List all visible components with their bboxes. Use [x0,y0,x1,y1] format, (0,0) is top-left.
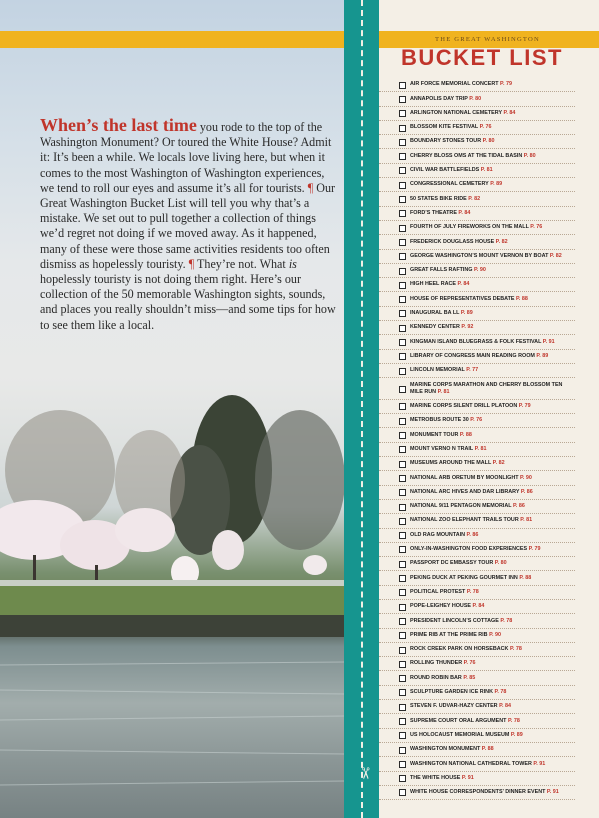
list-item-name: 50 STATES BIKE RIDE [410,195,467,202]
list-item-name: AIR FORCE MEMORIAL CONCERT [410,81,499,88]
list-item-page: P. 79 [528,546,541,553]
list-item [379,643,575,657]
checkbox-icon[interactable] [399,196,406,203]
list-item [379,428,575,442]
checkbox-icon[interactable] [399,96,406,103]
list-item [379,207,575,221]
list-item [379,250,575,264]
grass [0,586,345,616]
bucket-list-kicker: THE GREAT WASHINGTON [435,36,540,43]
list-item-page: P. 88 [481,746,494,753]
list-item [379,514,575,528]
list-item-text [410,775,575,782]
list-item-name: POLITICAL PROTEST [410,588,466,595]
checkbox-icon[interactable] [399,461,406,468]
list-item-text [410,575,575,582]
checkbox-icon[interactable] [399,475,406,482]
list-item-text [410,532,575,539]
list-item-name: PRESIDENT LINCOLN’S COTTAGE [410,617,499,624]
list-item-page: P. 86 [466,531,479,538]
list-item [379,164,575,178]
checkbox-icon[interactable] [399,546,406,553]
checkbox-icon[interactable] [399,604,406,611]
checkbox-icon[interactable] [399,618,406,625]
checkbox-icon[interactable] [399,353,406,360]
list-item-name: SCULPTURE GARDEN ICE RINK [410,689,493,696]
list-item-page: P. 78 [466,588,479,595]
checkbox-icon[interactable] [399,675,406,682]
list-item [379,178,575,192]
list-item [379,292,575,306]
list-item-name: PASSPORT DC EMBASSY TOUR [410,560,494,567]
list-item-page: P. 78 [494,689,507,696]
list-item-name: POPE-LEIGHEY HOUSE [410,603,472,610]
list-item-text [410,138,575,145]
list-item-page: P. 90 [474,267,486,274]
checkbox-icon[interactable] [399,747,406,754]
list-item [379,629,575,643]
checkbox-icon[interactable] [399,167,406,174]
list-item-page: P. 78 [509,646,522,653]
list-item-name: STEVEN F. UDVAR-HAZY CENTER [410,703,498,710]
list-item-text [410,503,575,510]
checkbox-icon[interactable] [399,432,406,439]
list-item [379,149,575,163]
intro-body-3: They’re not. What [194,256,289,271]
list-item-page: P. 86 [512,503,525,510]
checkbox-icon[interactable] [399,325,406,332]
list-item [379,586,575,600]
list-item-page: P. 82 [495,238,508,245]
checkbox-icon[interactable] [399,632,406,639]
checkbox-icon[interactable] [399,153,406,160]
list-item-text [410,110,575,117]
list-item-page: P. 80 [523,152,536,159]
list-item-name: NATIONAL 9/11 PENTAGON MEMORIAL [410,503,512,510]
checkbox-icon[interactable] [399,589,406,596]
checkbox-icon[interactable] [399,446,406,453]
checkbox-icon[interactable] [399,386,406,393]
list-item-page: P. 90 [489,631,501,638]
checkbox-icon[interactable] [399,110,406,117]
list-item-text [410,517,575,524]
list-item [379,107,575,121]
list-item-page: P. 88 [516,295,528,302]
bucket-list [379,78,575,800]
list-item [379,414,575,428]
checkbox-icon[interactable] [399,253,406,260]
list-item-name: WASHINGTON NATIONAL CATHEDRAL TOWER [410,760,532,767]
list-item-text [410,353,575,360]
dashed-cut-line [361,0,363,818]
checkbox-icon[interactable] [399,182,406,189]
list-item-name: METROBUS ROUTE 30 [410,417,469,424]
list-item-page: P. 76 [470,417,483,424]
list-item-text [410,296,575,303]
checkbox-icon[interactable] [399,689,406,696]
checkbox-icon[interactable] [399,489,406,496]
pilcrow-1: ¶ [307,180,314,195]
checkbox-icon[interactable] [399,310,406,317]
checkbox-icon[interactable] [399,403,406,410]
list-item-name: ROCK CREEK PARK ON HORSEBACK [410,646,509,653]
list-item-text [410,324,575,331]
checkbox-icon[interactable] [399,789,406,796]
list-item-text [410,446,575,453]
checkbox-icon[interactable] [399,225,406,232]
path [0,580,345,586]
list-item-name: PEKING DUCK AT PEKING GOURMET INN [410,574,518,581]
list-item-page: P. 81 [437,388,450,395]
list-item-text [410,718,575,725]
list-item [379,192,575,206]
list-item-text [410,660,575,667]
list-item-text [410,339,575,346]
list-item [379,743,575,757]
list-item-name: PRIME RIB AT THE PRIME RIB [410,631,488,638]
list-item-page: P. 84 [457,281,470,288]
list-item [379,729,575,743]
list-item [379,557,575,571]
list-item [379,135,575,149]
list-item-name: NATIONAL ZOO ELEPHANT TRAILS TOUR [410,517,519,524]
bucket-list-panel [379,0,599,818]
checkbox-icon[interactable] [399,532,406,539]
list-item-page: P. 89 [510,731,523,738]
list-item [379,471,575,485]
list-item [379,772,575,786]
list-item [379,221,575,235]
list-item-name: MARINE CORPS MARATHON AND CHERRY BLOSSOM TEN MILE RUN [410,381,563,395]
list-item-text [410,367,575,374]
intro-body-2: Our Great Washington Bucket List will tell you why that’s a mistake. We set out to pull together a collection of things we’d regret not doing if we moved away. As it happened, many of these were those same activities residents too often dismiss as hopelessly touristy. [40,180,336,271]
checkbox-icon[interactable] [399,339,406,346]
list-item-text [410,239,575,246]
list-item-name: FOURTH OF JULY FIREWORKS ON THE MALL [410,224,529,231]
list-item [379,614,575,628]
seawall [0,615,345,637]
checkbox-icon[interactable] [399,504,406,511]
list-item-page: P. 90 [520,474,532,481]
list-item-text [410,432,575,439]
list-item-name: ONLY-IN-WASHINGTON FOOD EXPERIENCES [410,546,528,553]
list-item-text [410,310,575,317]
list-item [379,400,575,414]
list-item-page: P. 89 [490,181,503,188]
list-item-text [410,224,575,231]
list-item-name: WHITE HOUSE CORRESPONDENTS’ DINNER EVENT [410,789,546,796]
water-reflection [0,662,345,785]
checkbox-icon[interactable] [399,282,406,289]
list-item-page: P. 84 [503,109,516,116]
list-item-page: P. 92 [461,324,474,331]
list-item-page: P. 76 [530,224,543,231]
list-item-name: FORD’S THEATRE [410,209,457,216]
list-item-name: HIGH HEEL RACE [410,281,457,288]
list-item [379,350,575,364]
list-item [379,78,575,92]
list-item-text [410,603,575,610]
list-item-page: P. 84 [499,703,511,710]
list-item-text [410,281,575,288]
intro-body-4: hopelessly touristy is not doing them right. Here’s our collection of the 50 memorable Washington sights, sounds, and places you really shouldn’t miss—and some tips for how to see them like a local. [40,272,336,332]
list-item-page: P. 80 [469,95,482,102]
list-item-name: US HOLOCAUST MEMORIAL MUSEUM [410,731,510,738]
list-item-page: P. 79 [518,403,531,410]
list-item [379,278,575,292]
checkbox-icon[interactable] [399,239,406,246]
list-item-text [410,632,575,639]
intro-body-1: you rode to the top of the Washington Monument? Or toured the White House? Admit it: It’s been a while. We locals love living here, but when it comes to the most Washington of Washington experiences, we tend to roll our eyes and assume it’s all for tourists. [40,120,332,195]
list-item-text [410,618,575,625]
list-item-text [410,96,575,103]
list-item-page: P. 89 [460,310,473,316]
list-item [379,757,575,771]
list-item [379,686,575,700]
list-item [379,121,575,135]
checkbox-icon[interactable] [399,775,406,782]
list-item-text [410,560,575,567]
checkbox-icon[interactable] [399,296,406,303]
list-item-name: THE WHITE HOUSE [410,774,461,781]
checkbox-icon[interactable] [399,210,406,217]
list-item-page: P. 82 [468,195,481,202]
bucket-list-title: BUCKET LIST [401,45,563,70]
checkbox-icon[interactable] [399,732,406,739]
list-item-page: P. 91 [533,760,546,767]
list-item-page: P. 76 [479,124,492,131]
list-item [379,321,575,335]
list-item-text [410,789,575,796]
list-item-name: KENNEDY CENTER [410,324,460,331]
checkbox-icon[interactable] [399,518,406,525]
list-item-text [410,267,575,274]
list-item-page: P. 86 [520,488,533,495]
list-item-name: BLOSSOM KITE FESTIVAL [410,124,479,131]
checkbox-icon[interactable] [399,418,406,425]
list-item [379,714,575,728]
list-item-text [410,153,575,160]
list-item-page: P. 81 [520,517,533,524]
checkbox-icon[interactable] [399,125,406,132]
scissors-icon: ✂ [356,766,376,781]
list-item-name: SUPREME COURT ORAL ARGUMENT [410,717,507,724]
list-item-page: P. 89 [536,352,549,359]
list-item-text [410,403,575,410]
list-item-text [410,253,575,260]
list-item-page: P. 88 [519,574,532,581]
list-item-page: P. 84 [458,209,471,216]
list-item-text [410,675,575,682]
list-item-name: HOUSE OF REPRESENTATIVES DEBATE [410,295,515,302]
list-item-text [410,689,575,696]
list-item-name: MARINE CORPS SILENT DRILL PLATOON [410,403,518,410]
list-item-name: GEORGE WASHINGTON’S MOUNT VERNON BY BOAT [410,252,549,259]
list-item-name: LIBRARY OF CONGRESS MAIN READING ROOM [410,352,535,359]
pilcrow-2: ¶ [188,256,195,271]
list-item-text [410,382,575,396]
list-item [379,378,575,400]
list-item-name: MUSEUMS AROUND THE MALL [410,460,492,467]
list-item-text [410,181,575,188]
list-item-text [410,124,575,131]
list-item-page: P. 91 [461,774,474,781]
list-item-page: P. 85 [463,674,476,681]
intro-emphasis: is [288,256,297,271]
list-item [379,571,575,585]
list-item-name: CIVIL WAR BATTLEFIELDS [410,167,480,174]
list-item [379,529,575,543]
list-item-page: P. 81 [480,167,493,174]
list-item-page: P. 84 [472,603,485,610]
checkbox-icon[interactable] [399,704,406,711]
list-item-name: BOUNDARY STONES TOUR [410,138,482,145]
list-item-name: MOUNT VERNO N TRAIL [410,445,474,452]
list-item-page: P. 91 [542,338,555,345]
list-item [379,364,575,378]
checkbox-icon[interactable] [399,82,406,89]
list-item-name: INAUGURAL BA LL [410,310,460,316]
checkbox-icon[interactable] [399,761,406,768]
list-item-name: KINGMAN ISLAND BLUEGRASS & FOLK FESTIVAL [410,338,542,345]
list-item-text [410,546,575,553]
list-item [379,264,575,278]
list-item-text [410,460,575,467]
list-item-name: MONUMENT TOUR [410,431,459,438]
list-item-page: P. 80 [482,138,495,145]
list-item-text [410,167,575,174]
list-item-name: ROUND ROBIN BAR [410,674,462,681]
intro-text [40,115,336,333]
list-item [379,500,575,514]
list-item-name: NATIONAL ARC HIVES AND DAR LIBRARY [410,488,520,495]
list-item-name: GREAT FALLS RAFTING [410,267,473,274]
list-item-text [410,417,575,424]
list-item-text [410,746,575,753]
intro-lead: When’s the last time [40,115,197,135]
list-item-name: ROLLING THUNDER [410,660,463,667]
list-item [379,335,575,349]
list-item [379,457,575,471]
list-item-text [410,761,575,768]
list-item [379,786,575,800]
list-item-page: P. 77 [466,367,479,374]
list-item-text [410,196,575,203]
checkbox-icon[interactable] [399,368,406,375]
list-item-name: LINCOLN MEMORIAL [410,367,465,374]
list-item-text [410,732,575,739]
list-item-name: CONGRESSIONAL CEMETERY [410,181,489,188]
list-item-name: NATIONAL ARB ORETUM BY MOONLIGHT [410,474,519,481]
checkbox-icon[interactable] [399,718,406,725]
list-item [379,543,575,557]
list-item [379,235,575,249]
list-item-page: P. 88 [459,431,472,438]
list-item [379,486,575,500]
checkbox-icon[interactable] [399,561,406,568]
list-item-name: CHERRY BLOSS OMS AT THE TIDAL BASIN [410,152,523,159]
list-item-name: OLD RAG MOUNTAIN [410,531,465,538]
list-item [379,307,575,321]
list-item-page: P. 82 [492,460,505,467]
list-item-name: FREDERICK DOUGLASS HOUSE [410,238,495,245]
list-item-page: P. 79 [500,81,512,88]
list-item-page: P. 82 [549,252,562,259]
list-item-page: P. 76 [463,660,476,667]
list-item-text [410,703,575,710]
list-item [379,657,575,671]
list-item-name: ANNAPOLIS DAY TRIP [410,95,468,102]
list-item [379,600,575,614]
checkbox-icon[interactable] [399,139,406,146]
checkbox-icon[interactable] [399,647,406,654]
teal-cut-strip [344,0,379,818]
list-item [379,671,575,685]
list-item-text [410,210,575,217]
list-item [379,443,575,457]
list-item [379,92,575,106]
checkbox-icon[interactable] [399,661,406,668]
list-item-page: P. 80 [494,560,507,567]
list-item-text [410,81,575,88]
checkbox-icon[interactable] [399,575,406,582]
list-item-name: WASHINGTON MONUMENT [410,746,481,753]
list-item-text [410,475,575,482]
list-item-page: P. 81 [474,445,487,452]
checkbox-icon[interactable] [399,268,406,275]
list-item-text [410,489,575,496]
list-item-page: P. 91 [546,789,559,796]
list-item-text [410,646,575,653]
list-item-text [410,589,575,596]
list-item [379,700,575,714]
list-item-name: ARLINGTON NATIONAL CEMETERY [410,109,502,116]
list-item-page: P. 78 [507,717,520,724]
list-item-page: P. 78 [500,617,513,624]
